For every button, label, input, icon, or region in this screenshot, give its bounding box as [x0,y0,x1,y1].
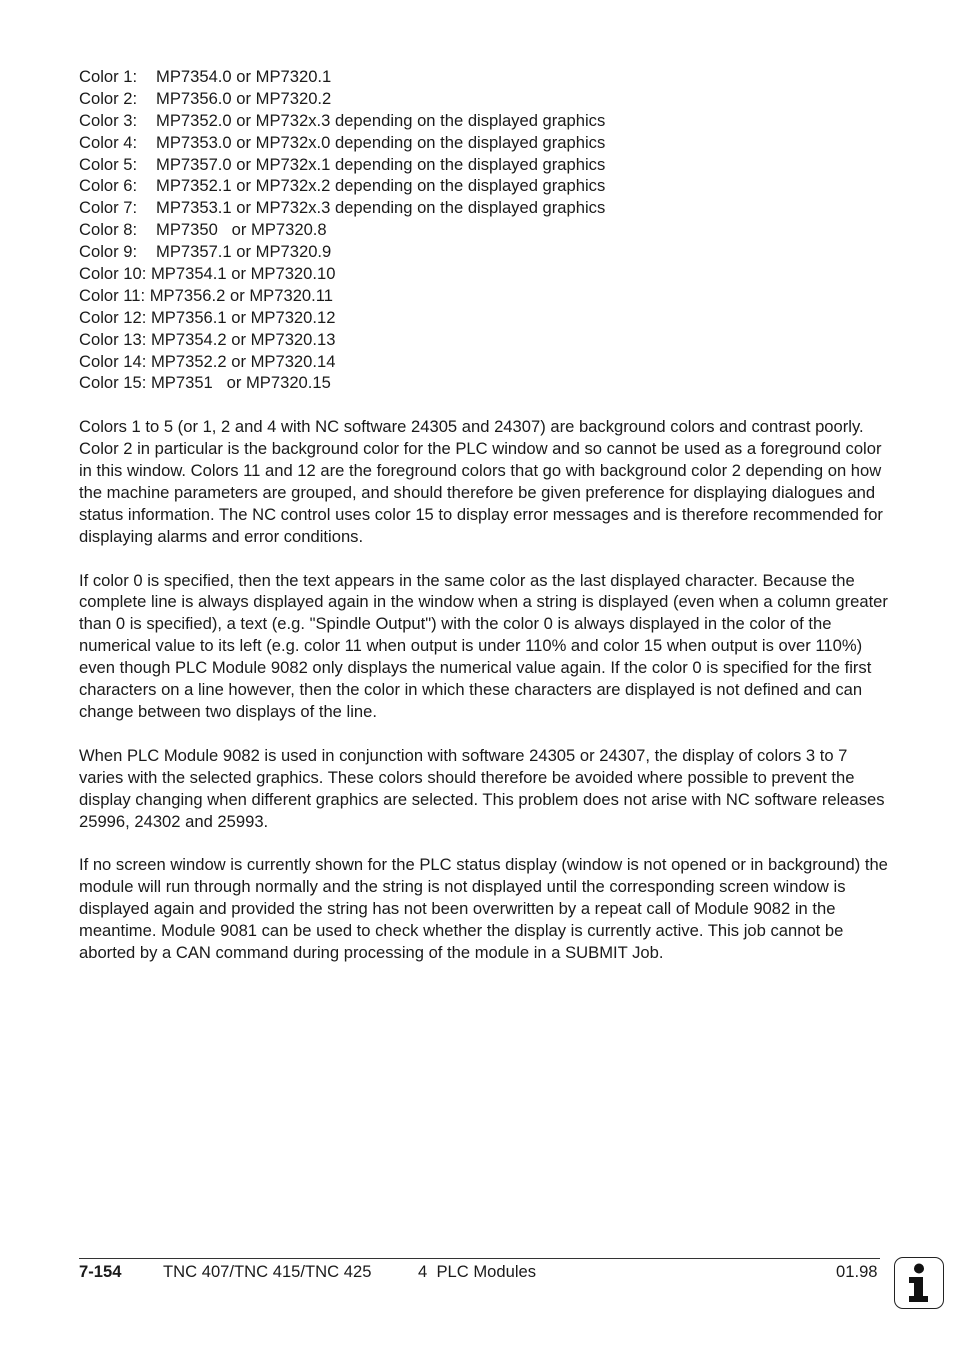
color-label: Color 1: [79,67,138,86]
color-label: Color 9: [79,242,138,262]
color-value: MP7356.1 or MP7320.12 [150,307,336,327]
color-value: MP7354.0 or MP7320.1 [156,67,332,86]
color-value: MP7357.1 or MP7320.9 [156,242,332,262]
color-label: Color 11: [79,285,146,305]
paragraph-screen-window: If no screen window is currently shown for the PLC status display (window is not opened or in background) the module will run through normally and the string is not displayed until the corresponding screen window is displayed again and provided the string has not been overwritten by a repeat call of Module 9082 in the meantime. Module 9081 can be used to check whether the display is currently active. This job cannot be aborted by a CAN command during processing of the module in a SUBMIT Job. [79,855,888,962]
product-name: TNC 407/TNC 415/TNC 425 [163,1262,372,1281]
list-item [79,197,889,219]
color-value: MP7351 or MP7320.15 [150,373,331,393]
list-item [79,329,889,351]
color-label: Color 12: [79,307,147,327]
edition-date: 01.98 [836,1262,878,1281]
color-label: Color 5: [79,154,138,174]
list-item [79,241,889,263]
color-parameter-list [79,66,889,394]
color-label: Color 3: [79,110,138,130]
list-item [79,132,889,154]
paragraph-background-colors: Colors 1 to 5 (or 1, 2 and 4 with NC software 24305 and 24307) are background colors and contrast poorly. Color 2 in particular is the background color for the PLC window and so cannot be used as a foreground color in this window. Colors 11 and 12 are the foreground colors that go with background color 2 depending on how the machine parameters are grouped, and should therefore be given preference for displaying dialogues and status information. The NC control uses color 15 to display error messages and is therefore recommended for displaying alarms and error conditions. [79,417,883,546]
list-item [79,372,889,394]
color-value: MP7352.2 or MP7320.14 [150,351,336,371]
list-item [79,285,889,307]
color-value: MP7356.0 or MP7320.2 [156,88,332,108]
info-icon [894,1257,944,1309]
page-number: 7-154 [79,1262,122,1281]
color-label: Color 2: [79,88,138,108]
list-item [79,154,889,176]
list-item [79,307,889,329]
list-item [79,263,889,285]
color-label: Color 10: [79,264,147,284]
paragraph-color-zero: If color 0 is specified, then the text appears in the same color as the last displayed character. Because the complete line is always displayed again in the window when a string is displayed (even when a column greater than 0 is specified), a text (e.g. "Spindle Output") with the color 0 is always displayed in the color of the numerical value to its left (e.g. color 11 when output is under 110% and color 15 when output is over 110%) even though PLC Module 9082 only displays the numerical value again. If the color 0 is specified for the first characters on a line however, then the color in which these characters are displayed is not defined and can change between two displays of the line. [79,570,888,722]
page-body [79,66,889,964]
color-value: MP7357.0 or MP732x.1 depending on the displayed graphics [156,154,606,174]
color-label: Color 4: [79,132,138,152]
color-value: MP7350 or MP7320.8 [156,220,327,240]
list-item [79,175,889,197]
list-item [79,88,889,110]
color-label: Color 14: [79,351,147,371]
list-item [79,110,889,132]
list-item [79,66,889,88]
color-label: Color 6: [79,176,138,196]
color-label: Color 15: [79,373,147,393]
color-value: MP7352.1 or MP732x.2 depending on the displayed graphics [156,176,606,196]
color-label: Color 13: [79,329,147,349]
color-value: MP7354.2 or MP7320.13 [150,329,336,349]
list-item [79,351,889,373]
list-item [79,219,889,241]
color-value: MP7353.0 or MP732x.0 depending on the displayed graphics [156,132,606,152]
color-label: Color 7: [79,198,138,218]
color-label: Color 8: [79,220,138,240]
color-value: MP7354.1 or MP7320.10 [150,264,336,284]
color-value: MP7356.2 or MP7320.11 [149,285,333,305]
paragraph-software-graphics: When PLC Module 9082 is used in conjunction with software 24305 or 24307, the display of colors 3 to 7 varies with the selected graphics. These colors should therefore be avoided where possible to prevent the display changing when different graphics are selected. This problem does not arise with NC software releases 25996, 24302 and 25993. [79,745,885,831]
chapter-title: 4 PLC Modules [418,1262,537,1281]
footer-divider [79,1258,880,1259]
color-value: MP7352.0 or MP732x.3 depending on the displayed graphics [156,110,606,130]
color-value: MP7353.1 or MP732x.3 depending on the displayed graphics [156,198,606,218]
